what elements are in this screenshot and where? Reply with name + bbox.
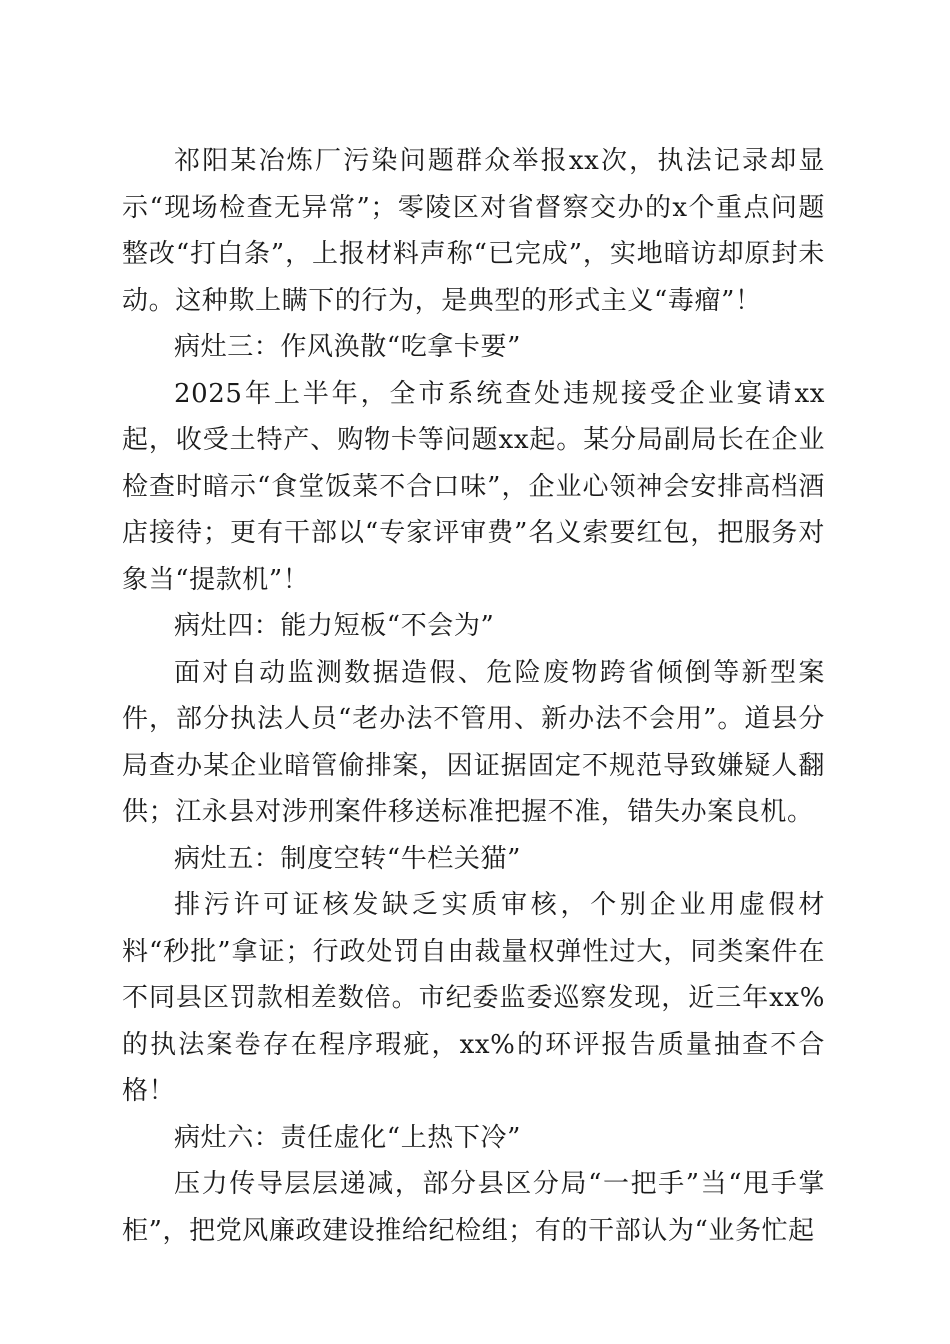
paragraph-body: 压力传导层层递减，部分县区分局“一把手”当“甩手掌柜”，把党风廉政建设推给纪检组；有的干部认为“业务忙起 xyxy=(122,1169,825,1246)
paragraph-body: 排污许可证核发缺乏实质审核，个别企业用虚假材料“秒批”拿证；行政处罚自由裁量权弹性过大，同类案件在不同县区罚款相差数倍。市纪委监委巡察发现，近三年xx%的执法案卷存在程序瑕疵，xx%的环评报告质量抽查不合格！ xyxy=(122,890,825,1106)
section-heading: 病灶三：作风涣散“吃拿卡要” xyxy=(174,332,521,362)
document-page xyxy=(122,138,825,1254)
section-heading: 病灶四：能力短板“不会为” xyxy=(174,611,495,641)
paragraph-body: 2025年上半年，全市系统查处违规接受企业宴请xx起，收受土特产、购物卡等问题xx起。某分局副局长在企业检查时暗示“食堂饭菜不合口味”，企业心领神会安排高档酒店接待；更有干部以“专家评审费”名义索要红包，把服务对象当“提款机”！ xyxy=(122,378,825,595)
section-heading: 病灶五：制度空转“牛栏关猫” xyxy=(174,843,521,874)
paragraph-body: 面对自动监测数据造假、危险废物跨省倾倒等新型案件，部分执法人员“老办法不管用、新办法不会用”。道县分局查办某企业暗管偷排案，因证据固定不规范导致嫌疑人翻供；江永县对涉刑案件移送标准把握不准，错失办案良机。 xyxy=(122,657,825,827)
paragraph-body: 祁阳某冶炼厂污染问题群众举报xx次，执法记录却显示“现场检查无异常”；零陵区对省督察交办的x个重点问题整改“打白条”，上报材料声称“已完成”，实地暗访却原封未动。这种欺上瞒下的行为，是典型的形式主义“毒瘤”！ xyxy=(122,146,825,316)
section-heading: 病灶六：责任虚化“上热下冷” xyxy=(174,1122,521,1153)
